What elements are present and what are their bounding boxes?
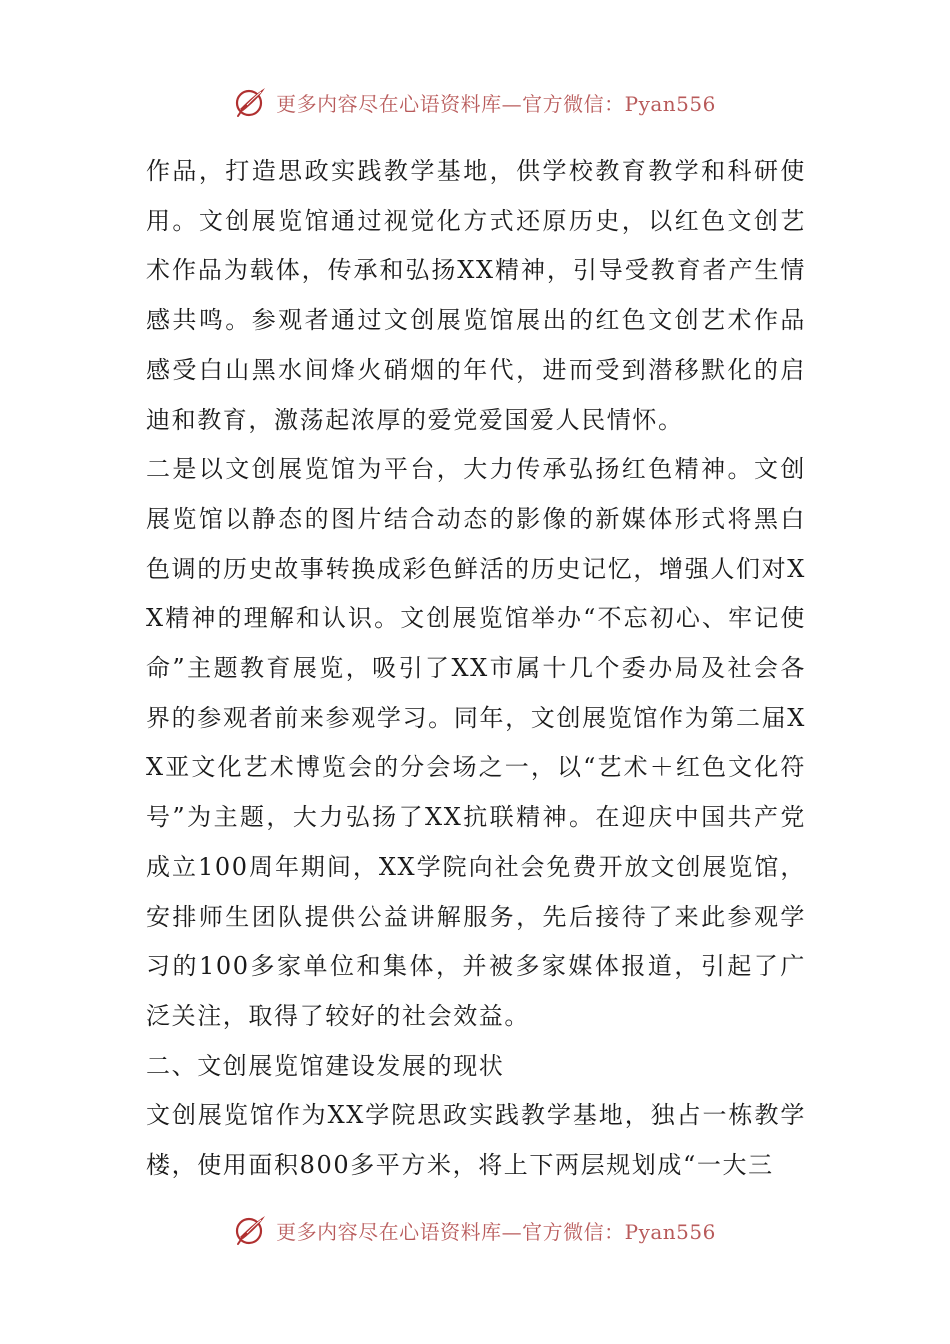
- header-banner: [0, 82, 950, 122]
- footer-banner: [0, 1210, 950, 1250]
- header-banner-text: 更多内容尽在心语资料库—官方微信：Pyan556: [276, 91, 716, 116]
- section-heading: 二、文创展览馆建设发展的现状: [146, 1051, 505, 1080]
- document-body: [146, 147, 806, 1191]
- paragraph-2: 二是以文创展览馆为平台，大力传承弘扬红色精神。文创展览馆以静态的图片结合动态的影像的新媒体形式将黑白色调的历史故事转换成彩色鲜活的历史记忆，增强人们对XX精神的理解和认识。文创展览馆举办“不忘初心、牢记使命”主题教育展览，吸引了XX市属十几个委办局及社会各界的参观者前来参观学习。同年，文创展览馆作为第二届XX亚文化艺术博览会的分会场之一，以“艺术＋红色文化符号”为主题，大力弘扬了XX抗联精神。在迎庆中国共产党成立100周年期间，XX学院向社会免费开放文创展览馆，安排师生团队提供公益讲解服务，先后接待了来此参观学习的100多家单位和集体，并被多家媒体报道，引起了广泛关注，取得了较好的社会效益。: [146, 455, 806, 1030]
- quill-pen-logo-icon: [234, 1213, 268, 1247]
- footer-banner-text: 更多内容尽在心语资料库—官方微信：Pyan556: [276, 1219, 716, 1244]
- paragraph-3: 文创展览馆作为XX学院思政实践教学基地，独占一栋教学楼，使用面积800多平方米，将上下两层规划成“一大三: [146, 1101, 806, 1180]
- quill-pen-logo-icon: [234, 85, 268, 119]
- paragraph-1: 作品，打造思政实践教学基地，供学校教育教学和科研使用。文创展览馆通过视觉化方式还原历史，以红色文创艺术作品为载体，传承和弘扬XX精神，引导受教育者产生情感共鸣。参观者通过文创展览馆展出的红色文创艺术作品感受白山黑水间烽火硝烟的年代，进而受到潜移默化的启迪和教育，激荡起浓厚的爱党爱国爱人民情怀。: [146, 157, 806, 434]
